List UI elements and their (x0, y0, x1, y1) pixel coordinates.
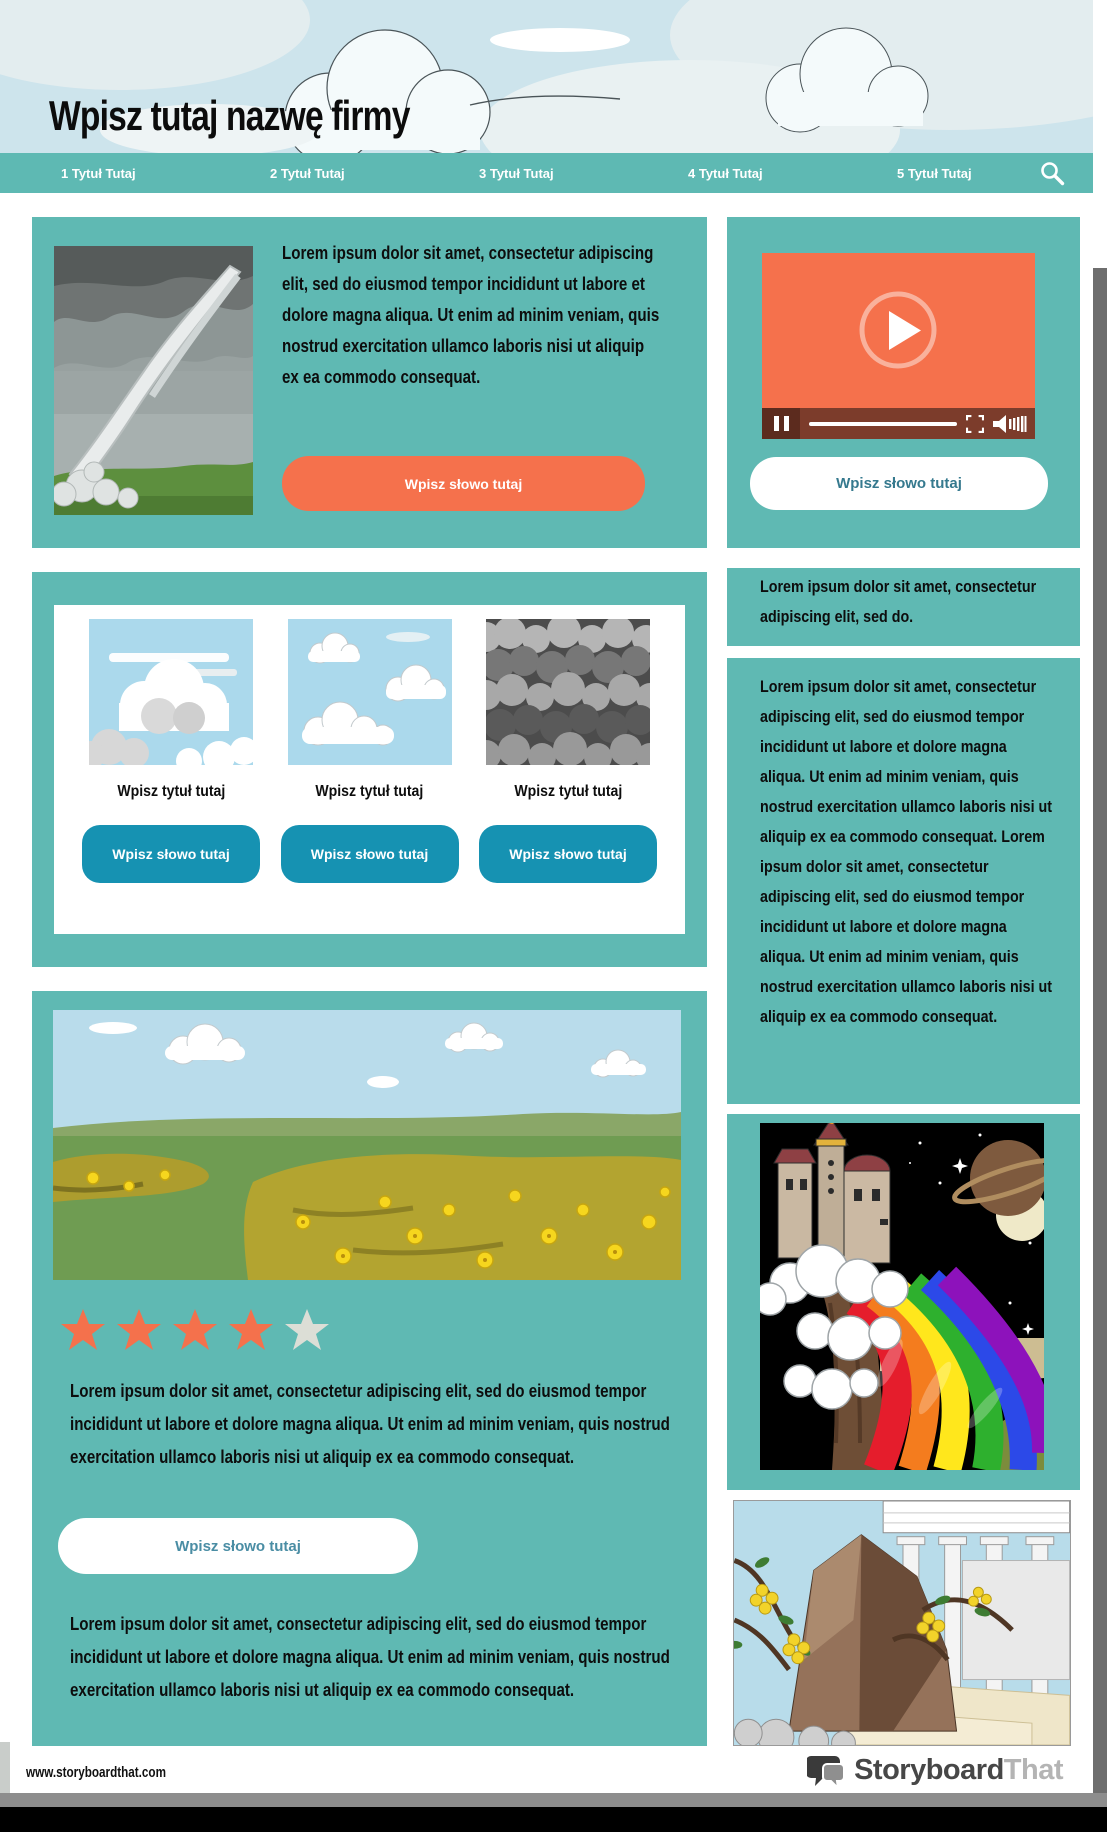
card-3-button-label: Wpisz słowo tutaj (509, 846, 627, 862)
footer-url[interactable]: www.storyboardthat.com (26, 1764, 166, 1781)
card-3-title: Wpisz tytuł tutaj (514, 783, 622, 800)
review-paragraph-top: Lorem ipsum dolor sit amet, consectetur adipiscing elit, sed do eiusmod tempor incididunt ut labore et dolore magna aliqua. Ut enim ad minim veniam, quis nostrud exercitation ullamco laboris nisi ut aliquip ex ea commodo consequat. (70, 1381, 670, 1467)
play-icon[interactable] (762, 253, 1035, 408)
nav-bar (0, 153, 1093, 193)
card-2-button-label: Wpisz słowo tutaj (310, 846, 429, 862)
review-cta-label: Wpisz słowo tutaj (175, 1537, 301, 1555)
sky-clouds-image (288, 619, 452, 765)
nav-item-4[interactable]: 4 Tytuł Tutaj (688, 165, 763, 181)
video-controls-bar (762, 408, 1035, 439)
nav-item-2[interactable]: 2 Tytuł Tutaj (270, 165, 345, 181)
meadow-landscape-image (53, 1010, 681, 1280)
card-1 (78, 619, 264, 920)
star-icon (172, 1308, 218, 1352)
nav-item-3[interactable]: 3 Tytuł Tutaj (479, 165, 554, 181)
nav-item-5[interactable]: 5 Tytuł Tutaj (897, 165, 972, 181)
search-icon[interactable] (1039, 160, 1065, 186)
mountain-and-columns-image (733, 1500, 1071, 1746)
tornado-storm-image (54, 246, 253, 515)
star-icon (60, 1308, 106, 1352)
cumulus-clouds-image (89, 619, 253, 765)
aside-intro-section (727, 568, 1080, 646)
rating-stars (60, 1308, 330, 1352)
pause-icon[interactable] (762, 408, 800, 439)
hero-paragraph: Lorem ipsum dolor sit amet, consectetur adipiscing elit, sed do eiusmod tempor incididunt ut labore et dolore magna aliqua. Ut enim ad minim veniam, quis nostrud exercitation ullamco laboris nisi ut aliquip ex ea commodo consequat. (282, 243, 660, 387)
review-section (32, 991, 707, 1746)
hero-cta-button[interactable] (282, 456, 645, 511)
fullscreen-icon[interactable] (966, 415, 984, 433)
star-icon (228, 1308, 274, 1352)
rainbow-castle-image (760, 1123, 1044, 1470)
star-icon (116, 1308, 162, 1352)
video-screen (762, 253, 1035, 408)
video-cta-button[interactable] (750, 457, 1048, 510)
card-3-button[interactable] (479, 825, 657, 883)
video-cta-label: Wpisz słowo tutaj (836, 475, 962, 492)
review-paragraph-bottom: Lorem ipsum dolor sit amet, consectetur adipiscing elit, sed do eiusmod tempor incididunt ut labore et dolore magna aliqua. Ut enim ad minim veniam, quis nostrud exercitation ullamco laboris nisi ut aliquip ex ea commodo consequat. (70, 1614, 670, 1700)
brand-name-secondary: That (1003, 1753, 1063, 1786)
storm-clouds-image (486, 619, 650, 765)
bottom-gray-band (0, 1793, 1107, 1807)
card-1-title: Wpisz tytuł tutaj (117, 783, 225, 800)
card-2-title: Wpisz tytuł tutaj (315, 783, 424, 800)
video-player (762, 253, 1035, 439)
card-1-button[interactable] (82, 825, 260, 883)
star-icon (284, 1308, 330, 1352)
hero-cta-label: Wpisz słowo tutaj (404, 475, 523, 492)
aside-body-text: Lorem ipsum dolor sit amet, consectetur adipiscing elit, sed do eiusmod tempor incididunt ut labore et dolore magna aliqua. Ut enim ad minim veniam, quis nostrud exercitation ullamco laboris nisi ut aliquip ex ea commodo consequat. Lorem ipsum dolor sit amet, consectetur adipiscing elit, sed do eiusmod tempor incididunt ut labore et dolore magna aliqua. Ut enim ad minim veniam, quis nostrud exercitation ullamco laboris nisi ut aliquip ex ea commodo consequat. (760, 677, 1053, 1026)
page-title: Wpisz tutaj nazwę firmy (49, 92, 410, 139)
volume-icon[interactable] (993, 415, 1027, 433)
aside-body-section (727, 658, 1080, 1104)
rainbow-section (727, 1114, 1080, 1490)
cards-panel (54, 605, 685, 934)
card-3 (475, 619, 661, 920)
card-1-button-label: Wpisz słowo tutaj (112, 846, 230, 862)
page-right-margin (1093, 0, 1107, 268)
page-shadow-right (1093, 268, 1107, 1793)
review-cta-button[interactable] (58, 1518, 418, 1574)
cards-section (32, 572, 707, 967)
aside-intro-text: Lorem ipsum dolor sit amet, consectetur adipiscing elit, sed do. (760, 577, 1037, 626)
nav-item-1[interactable]: 1 Tytuł Tutaj (61, 165, 136, 181)
card-2 (277, 619, 463, 920)
storyboardthat-logo[interactable] (807, 1750, 1063, 1790)
speech-bubbles-icon (807, 1750, 847, 1790)
hero-section (32, 217, 707, 548)
video-section (727, 217, 1080, 548)
brand-name-primary: Storyboard (854, 1753, 1004, 1786)
card-2-button[interactable] (281, 825, 459, 883)
header-sky-banner (0, 0, 1093, 153)
video-progress-bar[interactable] (809, 422, 957, 426)
